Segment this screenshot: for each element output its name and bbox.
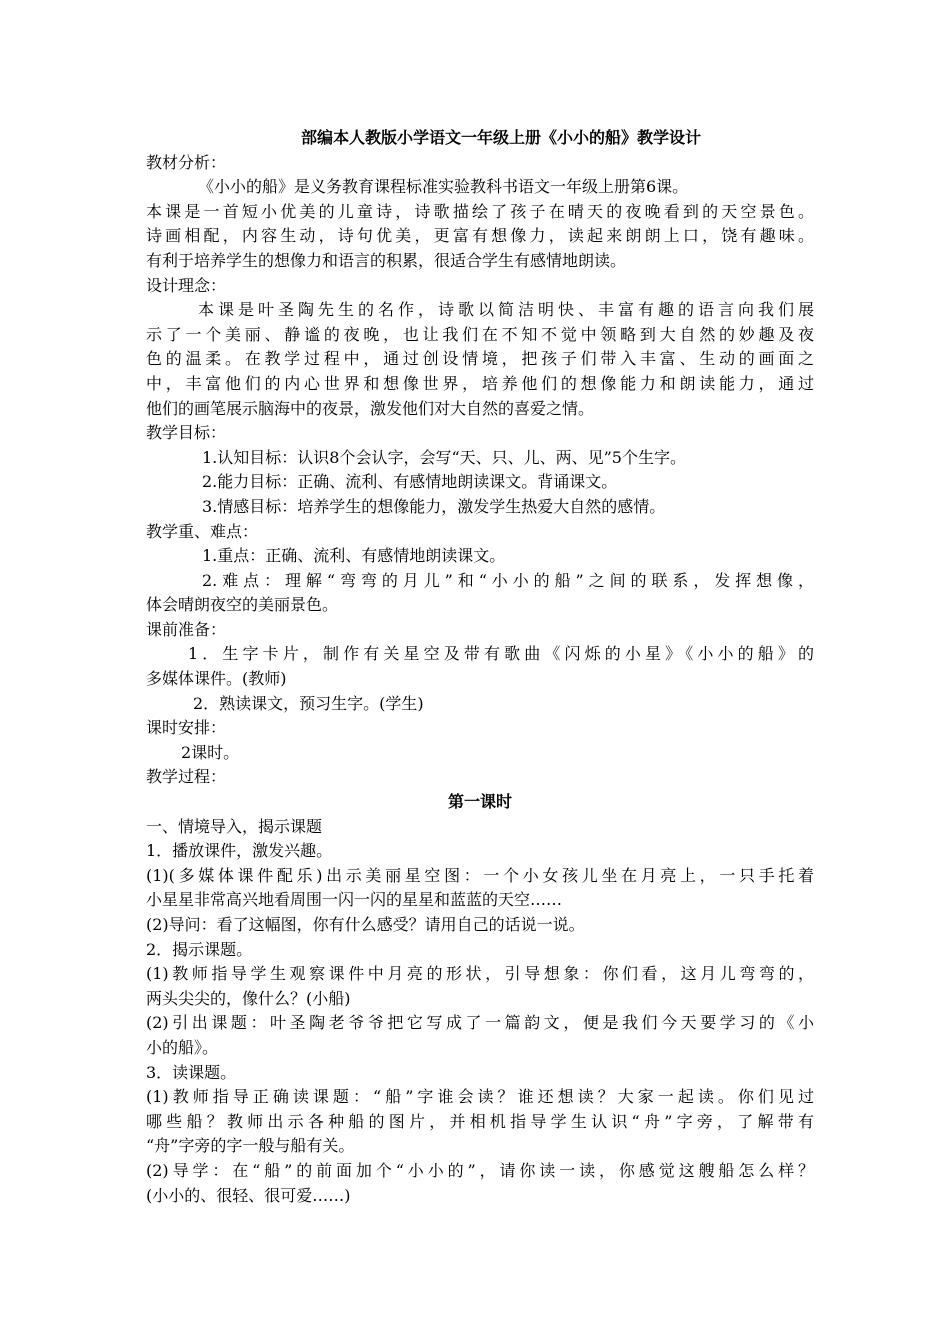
paragraph-line: (小小的、很轻、很可爱……): [146, 1185, 351, 1205]
list-item: 2．熟读课文，预习生字。(学生): [193, 693, 424, 713]
step-heading: 3．读课题。: [146, 1062, 237, 1082]
heading-key-points: 教学重、难点：: [146, 521, 259, 541]
paragraph-line: 哪些船？教师出示各种船的图片，并相机指导学生认识“舟”字旁，了解带有: [146, 1111, 814, 1131]
list-item: 1.重点：正确、流利、有感情地朗读课文。: [202, 546, 506, 566]
paragraph-line: 本课是叶圣陶先生的名作，诗歌以简洁明快、丰富有趣的语言向我们展: [198, 300, 814, 320]
paragraph-line: 2课时。: [181, 742, 240, 762]
step-heading: 2．揭示课题。: [146, 939, 253, 959]
heading-preparation: 课前准备：: [146, 619, 227, 639]
heading-schedule: 课时安排：: [146, 718, 227, 738]
paragraph-line: (2)导问：看了这幅图，你有什么感受？请用自己的话说一说。: [146, 915, 585, 934]
list-item: 1.认知目标：认识8个会认字，会写“天、只、儿、两、见”5个生字。: [202, 447, 686, 467]
heading-process: 教学过程：: [146, 767, 227, 787]
list-item: 2.能力目标：正确、流利、有感情地朗读课文。背诵课文。: [202, 472, 618, 492]
list-item: 3.情感目标：培养学生的想像能力，激发学生热爱大自然的感情。: [202, 496, 666, 516]
document-title: 部编本人教版小学语文一年级上册《小小的船》教学设计: [300, 128, 701, 147]
paragraph-line: 体会晴朗夜空的美丽景色。: [146, 595, 339, 615]
list-item: 1．生字卡片，制作有关星空及带有歌曲《闪烁的小星》《小小的船》的: [188, 644, 814, 664]
paragraph-line: 诗画相配，内容生动，诗句优美，更富有想像力，读起来朗朗上口，饶有趣味。: [146, 226, 814, 246]
heading-teaching-goals: 教学目标：: [146, 423, 227, 443]
paragraph-line: 示了一个美丽、静谧的夜晚，也让我们在不知不觉中领略到大自然的妙趣及夜: [146, 324, 814, 344]
paragraph-line: 《小小的船》是义务教育课程标准实验教科书语文一年级上册第6课。: [198, 177, 689, 197]
paragraph-line: 他们的画笔展示脑海中的夜景，激发他们对大自然的喜爱之情。: [146, 398, 595, 418]
step-heading: 1．播放课件，激发兴趣。: [146, 841, 333, 861]
paragraph-line: 小星星非常高兴地看周围一闪一闪的星星和蓝蓝的天空……: [146, 890, 563, 910]
paragraph-line: 两头尖尖的，像什么？(小船): [146, 988, 351, 1008]
paragraph-line: (2)引出课题：叶圣陶老爷爷把它写成了一篇韵文，便是我们今天要学习的《小: [146, 1013, 814, 1033]
document-page: [146, 126, 814, 1208]
paragraph-line: 本课是一首短小优美的儿童诗，诗歌描绘了孩子在晴天的夜晚看到的天空景色。: [146, 201, 814, 221]
heading-textbook-analysis: 教材分析：: [146, 152, 227, 172]
paragraph-line: “舟”字旁的字一般与船有关。: [146, 1136, 355, 1156]
section-heading: 一、情境导入，揭示课题: [146, 816, 323, 836]
paragraph-line: 多媒体课件。(教师): [146, 669, 287, 689]
paragraph-line: (1)(多媒体课件配乐)出示美丽星空图：一个小女孩儿坐在月亮上，一只手托着: [146, 865, 814, 885]
heading-design-concept: 设计理念：: [146, 275, 227, 295]
list-item: 2.难点：理解“弯弯的月儿”和“小小的船”之间的联系，发挥想像，: [202, 570, 814, 590]
paragraph-line: (1)教师指导正确读课题：“船”字谁会读？谁还想读？大家一起读。你们见过: [146, 1087, 814, 1107]
paragraph-line: (2)导学：在“船”的前面加个“小小的”，请你读一读，你感觉这艘船怎么样？: [146, 1160, 814, 1180]
paragraph-line: 色的温柔。在教学过程中，通过创设情境，把孩子们带入丰富、生动的画面之: [146, 349, 814, 369]
section-title: 第一课时: [447, 792, 512, 812]
paragraph-line: 中，丰富他们的内心世界和想像世界，培养他们的想像能力和朗读能力，通过: [146, 373, 814, 393]
paragraph-line: 有利于培养学生的想像力和语言的积累，很适合学生有感情地朗读。: [146, 250, 627, 270]
paragraph-line: (1)教师指导学生观察课件中月亮的形状，引导想象：你们看，这月儿弯弯的，: [146, 964, 814, 984]
paragraph-line: 小的船》。: [146, 1037, 219, 1057]
